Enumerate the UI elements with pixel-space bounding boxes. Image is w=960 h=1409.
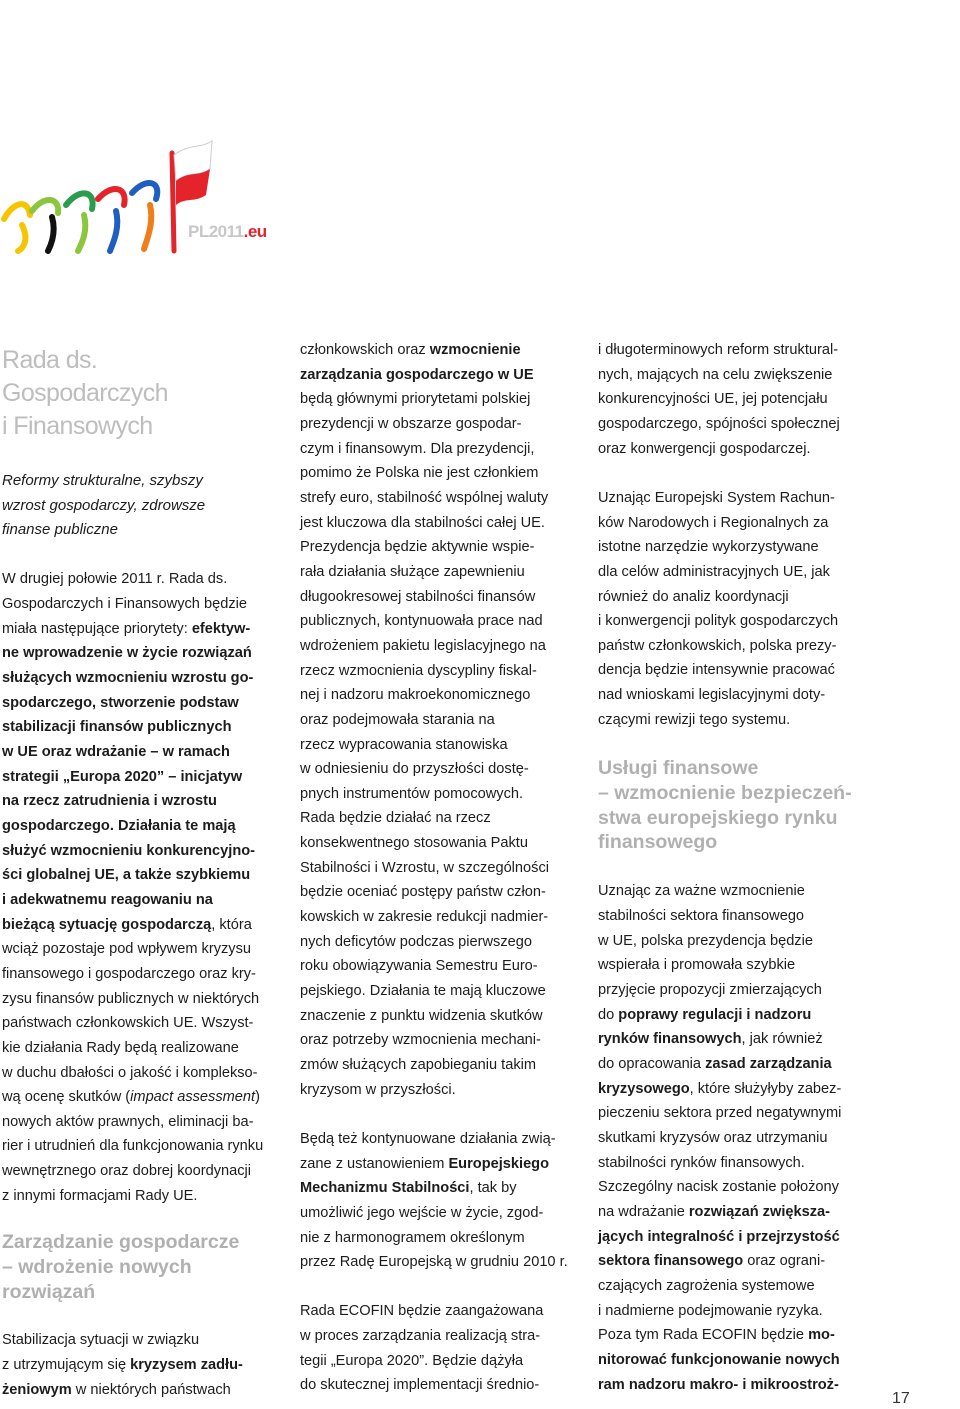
page-number: 17 (892, 1390, 910, 1407)
text-line: na rzecz zatrudnienia i wzrostu (2, 793, 217, 810)
text-line: żeniowym w niektórych państwach (2, 1381, 231, 1398)
text-line: ści globalnej UE, a także szybkiemu (2, 867, 251, 884)
text-line: skutkami kryzysów oraz utrzymaniu (598, 1129, 828, 1146)
intro-line: finanse publiczne (2, 521, 118, 539)
text-line: nych, mających na celu zwiększenie (598, 366, 833, 383)
text-line: wciąż pozostaje pod wpływem kryzysu (2, 941, 251, 958)
heading-line: Usługi finansowe (598, 757, 759, 780)
text-line: gospodarczego. Działania te mają (2, 817, 236, 834)
column-2 (300, 338, 580, 1398)
text-line: czym i finansowym. Dla prezydencji, (300, 440, 535, 457)
text-line: W drugiej połowie 2011 r. Rada ds. (2, 571, 228, 588)
text-line: konsekwentnego stosowania Paktu (300, 835, 528, 852)
text-line: państw członkowskich, polska prezy- (598, 637, 837, 654)
body-paragraph (598, 338, 878, 461)
text-line: jących integralność i przejrzystość (598, 1228, 840, 1245)
heading-line: – wzmocnienie bezpieczeń- (598, 782, 852, 805)
text-line: strefy euro, stabilność wspólnej waluty (300, 489, 549, 506)
text-line: do poprawy regulacji i nadzoru (598, 1006, 812, 1023)
text-line: rzecz wypracowania stanowiska (300, 736, 508, 753)
text-line: strategii „Europa 2020” – inicjatyw (2, 768, 243, 785)
text-line: Uznając Europejski System Rachun- (598, 489, 835, 506)
text-line: istotne narzędzie wykorzystywane (598, 539, 819, 556)
text-line: nych deficytów podczas pierwszego (300, 933, 532, 950)
text-line: pnych instrumentów pomocowych. (300, 785, 524, 802)
text-line: prezydencji w obszarze gospodar- (300, 415, 522, 432)
text-line: finansowego i gospodarczego oraz kry- (2, 965, 256, 982)
body-paragraph (300, 1299, 580, 1398)
text-line: Poza tym Rada ECOFIN będzie mo- (598, 1327, 835, 1344)
text-line: Rada ECOFIN będzie zaangażowana (300, 1303, 544, 1320)
text-line: dla celów administracyjnych UE, jak (598, 563, 830, 580)
text-line: czających zagrożenia systemowe (598, 1277, 815, 1294)
heading-line: – wdrożenie nowych (2, 1256, 192, 1279)
text-line: Stabilizacja sytuacji w związku (2, 1332, 200, 1349)
text-line: jest kluczowa dla stabilności całej UE. (300, 514, 545, 531)
text-line: nitorować funkcjonowanie nowych (598, 1351, 840, 1368)
text-line: z innymi formacjami Rady UE. (2, 1187, 198, 1204)
text-line: w duchu dbałości o jakość i komplekso- (2, 1064, 258, 1081)
text-line: do opracowania zasad zarządzania (598, 1056, 832, 1072)
text-line: zarządzania gospodarczego w UE (300, 366, 534, 383)
text-line: członkowskich oraz wzmocnienie (300, 342, 521, 358)
text-line: do skutecznej implementacji średnio- (300, 1377, 540, 1394)
text-line: na wdrażanie rozwiązań zwiększa- (598, 1203, 830, 1220)
text-line: pomimo że Polska nie jest członkiem (300, 465, 539, 482)
title-line: Rada ds. (2, 346, 98, 374)
text-line: długookresowej stabilności finansów (300, 588, 536, 605)
body-paragraph (598, 879, 878, 1397)
text-line: zane z ustanowieniem Europejskiego (300, 1155, 550, 1172)
subheading-uslugi-finansowe (598, 756, 878, 854)
text-line: i nadmierne podejmowanie ryzyka. (598, 1302, 823, 1319)
column-1 (2, 338, 274, 1402)
text-line: przez Radę Europejską w grudniu 2010 r. (300, 1254, 568, 1271)
text-line: kowskich w zakresie redukcji nadmier- (300, 909, 549, 926)
text-line: zmów służących zapobieganiu takim (300, 1057, 537, 1074)
heading-line: finansowego (598, 831, 718, 854)
text-line: z utrzymującym się kryzysem zadłu- (2, 1356, 243, 1373)
text-line: Mechanizmu Stabilności, tak by (300, 1180, 517, 1197)
intro-subtitle (2, 469, 274, 543)
body-paragraph (2, 1328, 274, 1402)
text-line: oraz podejmowała starania na (300, 711, 495, 728)
text-line: i konwergencji polityk gospodarczych (598, 613, 839, 630)
text-line: Szczególny nacisk zostanie położony (598, 1179, 839, 1196)
heading-line: Zarządzanie gospodarcze (2, 1231, 240, 1254)
text-line: nej i nadzoru makroekonomicznego (300, 687, 531, 704)
intro-line: wzrost gospodarczy, zdrowsze (2, 496, 206, 514)
text-line: Uznając za ważne wzmocnienie (598, 883, 805, 900)
text-line: i długoterminowych reform struktural- (598, 342, 839, 358)
text-line: ne wprowadzenie w życie rozwiązań (2, 645, 252, 662)
text-line: będą głównymi priorytetami polskiej (300, 391, 531, 408)
text-line: Rada będzie działać na rzecz (300, 810, 491, 827)
text-line: wą ocenę skutków (impact assessment) (2, 1089, 260, 1106)
body-paragraph (300, 338, 580, 1102)
title-line: i Finansowych (2, 412, 153, 440)
title-line: Gospodarczych (2, 379, 168, 407)
text-line: miała następujące priorytety: efektyw- (2, 620, 251, 637)
text-line: nad wnioskami legislacyjnymi doty- (598, 687, 826, 704)
text-line: bieżącą sytuację gospodarczą, która (2, 916, 252, 933)
text-line: ków Narodowych i Regionalnych za (598, 514, 829, 531)
text-line: pieczeniu sektora przed negatywnymi (598, 1105, 842, 1122)
text-line: wspierała i promowała szybkie (598, 957, 796, 974)
logo-wordmark: PL2011.eu (188, 222, 267, 241)
text-line: rała działania służące zapewnieniu (300, 563, 525, 580)
text-line: rier i utrudnień dla funkcjonowania rynku (2, 1138, 264, 1155)
text-line: kie działania Rady będą realizowane (2, 1039, 239, 1056)
subheading-zarzadzanie (2, 1230, 274, 1304)
text-line: oraz konwergencji gospodarczej. (598, 440, 811, 457)
text-line: umożliwić jego wejście w życie, zgod- (300, 1204, 544, 1221)
text-line: znaczenie z punktu widzenia skutków (300, 1007, 543, 1024)
text-line: Prezydencja będzie aktywnie wspie- (300, 539, 535, 556)
text-line: wdrożeniem pakietu legislacyjnego na (300, 637, 546, 654)
text-line: w UE oraz wdrażanie – w ramach (2, 743, 230, 760)
text-line: nie z harmonogramem określonym (300, 1229, 525, 1246)
text-line: nowych aktów prawnych, eliminacji ba- (2, 1113, 254, 1130)
text-line: będzie oceniać postępy państw człon- (300, 884, 546, 901)
text-line: Stabilności i Wzrostu, w szczególności (300, 859, 549, 876)
text-line: kryzysom w przyszłości. (300, 1081, 456, 1098)
text-line: państwach członkowskich UE. Wszyst- (2, 1015, 254, 1032)
text-line: służyć wzmocnieniu konkurencyjno- (2, 842, 256, 859)
text-line: ram nadzoru makro- i mikroostroż- (598, 1376, 839, 1393)
heading-line: stwa europejskiego rynku (598, 806, 838, 829)
text-line: konkurencyjności UE, jej potencjału (598, 391, 828, 408)
text-line: kryzysowego, które służyłyby zabez- (598, 1080, 842, 1097)
text-line: stabilizacji finansów publicznych (2, 719, 232, 736)
text-line: Będą też kontynuowane działania zwią- (300, 1130, 556, 1147)
text-line: oraz potrzeby wzmocnienia mechani- (300, 1032, 541, 1049)
text-line: sektora finansowego oraz ograni- (598, 1253, 826, 1270)
text-line: Gospodarczych i Finansowych będzie (2, 596, 247, 613)
text-line: roku obowiązywania Semestru Euro- (300, 958, 538, 975)
text-line: rzecz wzmocnienia dyscypliny fiskal- (300, 662, 537, 679)
text-line: w proces zarządzania realizacją stra- (300, 1328, 541, 1345)
text-line: pejskiego. Działania te mają kluczowe (300, 983, 546, 1000)
text-line: stabilności rynków finansowych. (598, 1154, 805, 1171)
section-title (2, 344, 274, 443)
text-line: rynków finansowych, jak również (598, 1031, 823, 1048)
text-line: służących wzmocnieniu wzrostu go- (2, 670, 254, 686)
column-3 (598, 338, 878, 1397)
heading-line: rozwiązań (2, 1280, 96, 1303)
text-line: tegii „Europa 2020”. Będzie dążyła (300, 1352, 524, 1369)
intro-line: Reformy strukturalne, szybszy (2, 472, 203, 489)
text-line: również do analiz koordynacji (598, 588, 789, 605)
text-line: publicznych, kontynuowała prace nad (300, 613, 543, 630)
text-line: dencja będzie intensywnie pracować (598, 662, 835, 679)
text-line: czącymi rewizji tego systemu. (598, 711, 791, 728)
text-line: i adekwatnemu reagowaniu na (2, 891, 213, 908)
text-line: gospodarczego, spójności społecznej (598, 415, 840, 432)
text-line: przyjęcie propozycji zmierzających (598, 982, 822, 999)
text-line: stabilności sektora finansowego (598, 908, 805, 925)
text-line: w odniesieniu do przyszłości dostę- (300, 761, 529, 778)
text-line: w UE, polska prezydencja będzie (598, 932, 813, 949)
body-paragraph (598, 486, 878, 733)
body-paragraph (300, 1127, 580, 1275)
text-line: zysu finansów publicznych w niektórych (2, 990, 260, 1007)
body-paragraph (2, 567, 274, 1208)
text-line: wewnętrznego oraz dobrej koordynacji (2, 1163, 252, 1180)
text-line: spodarczego, stworzenie podstaw (2, 694, 239, 711)
